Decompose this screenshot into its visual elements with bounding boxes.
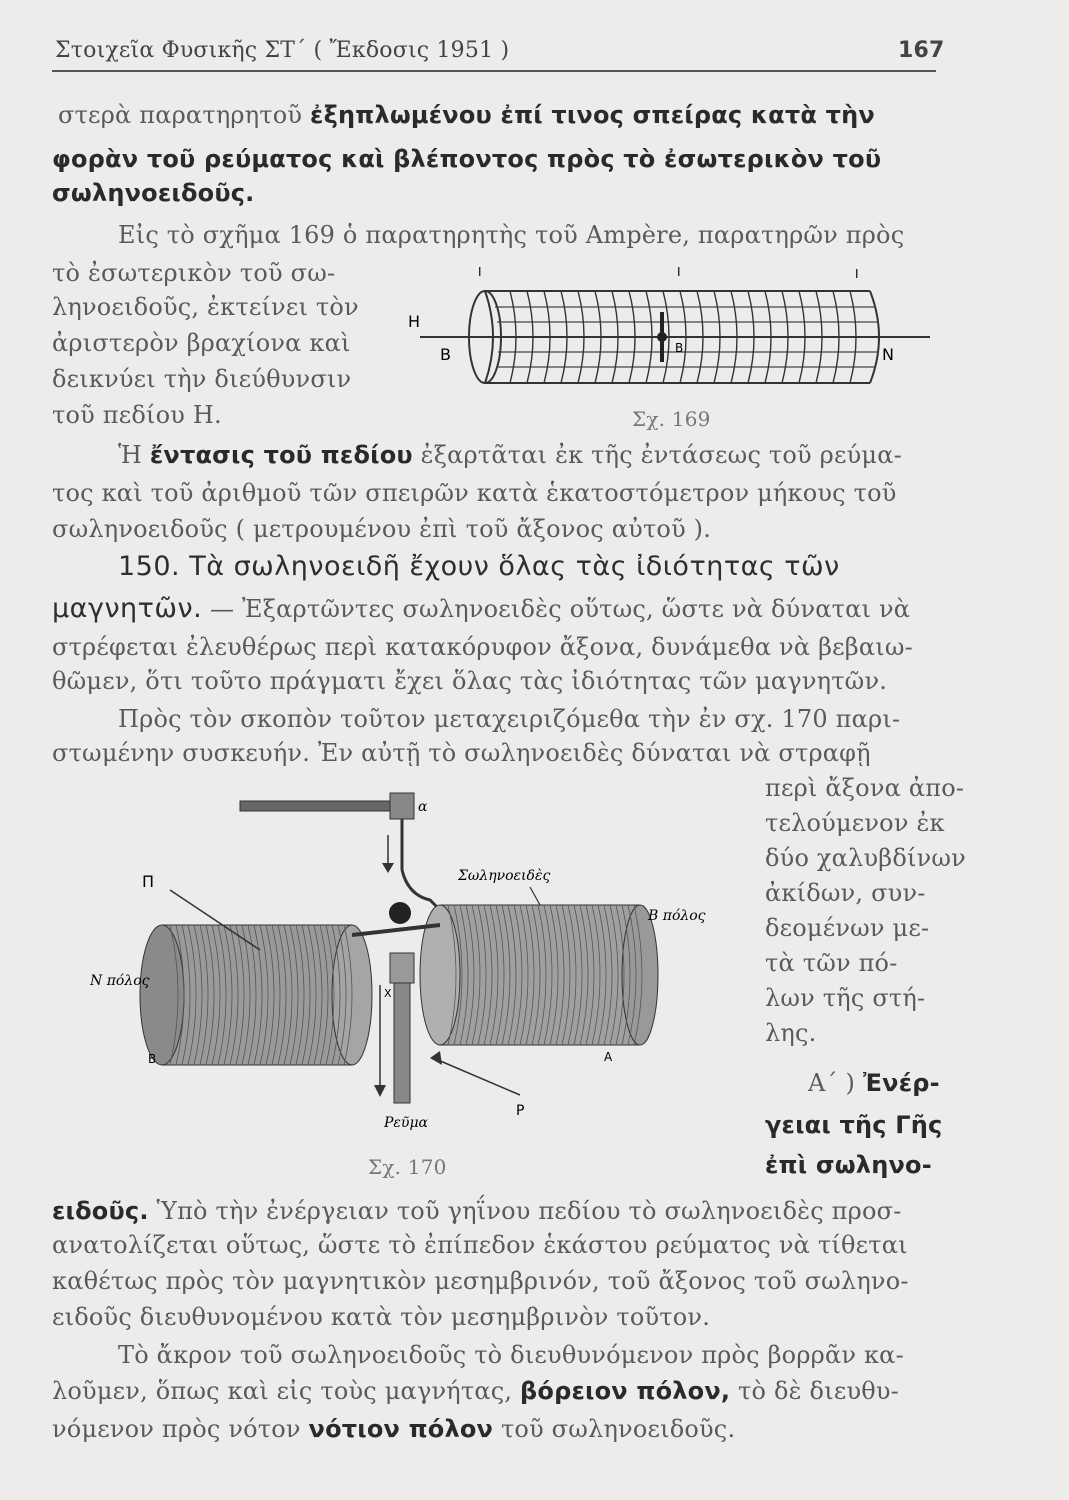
fig169-label-n: Ν — [882, 345, 894, 364]
secA-right-line2: γειαι τῆς Γῆς — [765, 1111, 943, 1139]
p4-right-line6: τὰ τῶν πό- — [765, 949, 898, 977]
fig170-label-n-polos: Ν πόλος — [90, 973, 150, 989]
fig169-label-i3: Ι — [855, 267, 859, 281]
fig170-label-a: α — [418, 799, 428, 815]
p5-line1: Τὸ ἄκρον τοῦ σωληνοειδοῦς τὸ διευθυνόμενον πρὸς βορρᾶν κα- — [118, 1341, 904, 1369]
p2-line6: τοῦ πεδίου Η. — [52, 401, 222, 429]
p1-line3: σωληνοειδοῦς. — [52, 179, 255, 207]
secA-right-line1: Α΄ ) Ἐνέρ- — [808, 1069, 940, 1097]
p4-right-line7: λων τῆς στή- — [765, 984, 926, 1012]
fig170-label-pi: Π — [142, 872, 155, 891]
p2-line2: τὸ ἐσωτερικὸν τοῦ σω- — [52, 259, 336, 287]
secA-line3: καθέτως πρὸς τὸν μαγνητικὸν μεσημβρινόν, τοῦ ἄξονος τοῦ σωληνο- — [52, 1267, 909, 1295]
p3-line3: σωληνοειδοῦς ( μετρουμένου ἐπὶ τοῦ ἄξονος αὐτοῦ ). — [52, 515, 712, 543]
p2-line3: ληνοειδοῦς, ἐκτείνει τὸν — [52, 293, 359, 321]
p4-line1: Πρὸς τὸν σκοπὸν τοῦτον μεταχειριζόμεθα τὴν ἐν σχ. 170 παρι- — [118, 705, 901, 733]
fig170-label-p: Ρ — [516, 1103, 525, 1119]
fig170-label-reuma: Ρεῦμα — [384, 1115, 428, 1131]
fig169-label-b-mid: Β — [675, 341, 684, 355]
fig169-label-i1: Ι — [478, 265, 482, 279]
sec150-line3: στρέφεται ἐλευθέρως περὶ κατακόρυφον ἄξονα, δυνάμεθα νὰ βεβαιω- — [52, 633, 913, 661]
fig169-label-h: Η — [408, 312, 421, 331]
fig170-label-b: Β — [148, 1052, 157, 1066]
figure-170-apparatus — [90, 775, 750, 1135]
p4-right-line1: περὶ ἄξονα ἀπο- — [765, 774, 965, 802]
sec150-line4: θῶμεν, ὅτι τοῦτο πράγματι ἔχει ὅλας τὰς ἰδιότητας τῶν μαγνητῶν. — [52, 667, 888, 695]
p4-right-line5: δεομένων με- — [765, 914, 930, 942]
p5-line2: λοῦμεν, ὅπως καὶ εἰς τοὺς μαγνήτας, βόρειον πόλον, τὸ δὲ διευθυ- — [52, 1377, 899, 1405]
header-rule — [52, 70, 936, 72]
p5-line3: νόμενον πρὸς νότον νότιον πόλον τοῦ σωληνοειδοῦς. — [52, 1415, 736, 1443]
p4-line2: στωμένην συσκευήν. Ἐν αὐτῇ τὸ σωληνοειδὲς δύναται νὰ στραφῇ — [52, 739, 871, 767]
p4-right-line2: τελούμενον ἐκ — [765, 809, 945, 837]
page-number: 167 — [898, 38, 945, 63]
p2-line5: δεικνύει τὴν διεύθυνσιν — [52, 365, 352, 393]
running-title: Στοιχεῖα Φυσικῆς ΣΤ΄ ( Ἔκδοσις 1951 ) — [55, 38, 510, 63]
p4-right-line4: ἀκίδων, συν- — [765, 879, 926, 907]
section-150-heading: 150. Τὰ σωληνοειδῆ ἔχουν ὅλας τὰς ἰδιότητας τῶν — [118, 551, 840, 582]
fig170-label-b-polos: Β πόλος — [648, 908, 706, 924]
fig170-caption: Σχ. 170 — [368, 1155, 447, 1179]
p3-line2: τος καὶ τοῦ ἀριθμοῦ τῶν σπειρῶν κατὰ ἑκατοστόμετρον μήκους τοῦ — [52, 479, 897, 507]
p2-line1: Εἰς τὸ σχῆμα 169 ὁ παρατηρητὴς τοῦ Ampère, παρατηρῶν πρὸς — [118, 221, 905, 249]
fig169-label-b: Β — [440, 345, 451, 364]
fig170-label-x: Χ — [384, 987, 392, 1000]
sec150-line2: μαγνητῶν. — Ἐξαρτῶντες σωληνοειδὲς οὕτως, ὥστε νὰ δύναται νὰ — [52, 593, 911, 624]
p4-right-line8: λης. — [765, 1019, 817, 1047]
p2-line4: ἀριστερὸν βραχίονα καὶ — [52, 329, 351, 357]
fig170-label-solenoid: Σωληνοειδὲς — [458, 868, 551, 884]
fig169-label-i2: Ι — [677, 265, 681, 279]
p4-right-line3: δύο χαλυβδίνων — [765, 844, 966, 872]
secA-line2: ανατολίζεται οὕτως, ὥστε τὸ ἐπίπεδον ἑκάστου ρεύματος νὰ τίθεται — [52, 1231, 908, 1259]
fig169-caption: Σχ. 169 — [632, 407, 711, 431]
figure-169-solenoid — [400, 262, 930, 402]
p3-line1: Ἡ ἔντασις τοῦ πεδίου ἐξαρτᾶται ἐκ τῆς ἐντάσεως τοῦ ρεύμα- — [118, 441, 902, 469]
p1-line1: στερὰ παρατηρητοῦ ἐξηπλωμένου ἐπί τινος σπείρας κατὰ τὴν — [58, 101, 875, 129]
fig170-label-a-cap: Α — [604, 1050, 613, 1064]
p1-line2: φορὰν τοῦ ρεύματος καὶ βλέποντος πρὸς τὸ ἐσωτερικὸν τοῦ — [52, 145, 882, 173]
secA-line4: ειδοῦς διευθυνομένου κατὰ τὸν μεσημβρινὸν τοῦτον. — [52, 1303, 711, 1331]
secA-right-line3: ἐπὶ σωληνο- — [765, 1151, 932, 1179]
secA-line1: ειδοῦς. Ὑπὸ τὴν ἐνέργειαν τοῦ γηΐνου πεδίου τὸ σωληνοειδὲς προσ- — [52, 1197, 902, 1225]
